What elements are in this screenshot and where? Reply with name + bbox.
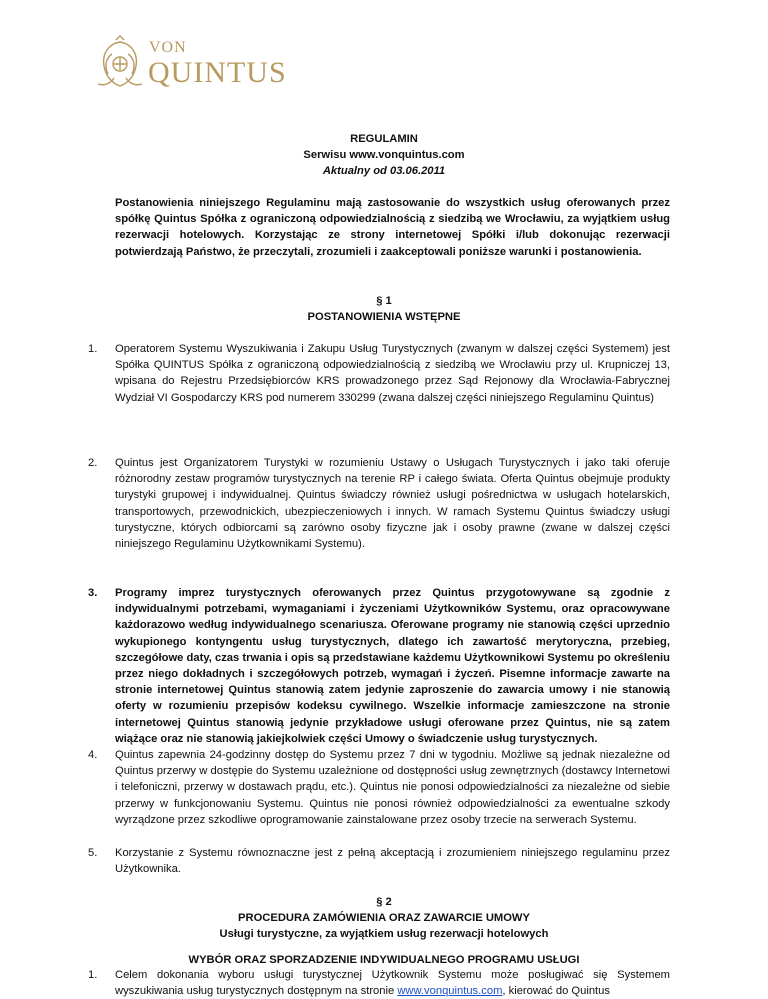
section-1-number: § 1 — [376, 295, 392, 307]
document-subtitle: Serwisu www.vonquintus.com — [303, 149, 465, 161]
list-item-number: 4. — [88, 749, 98, 761]
list-item-text: Operatorem Systemu Wyszukiwania i Zakupu Usług Turystycznych (zwanym w dalszej części Systemem) jest Spółka QUINTUS Spółka z ograniczoną odpowiedzialnością z siedzibą we Wrocławiu przy ul. Krupniczej 13, wpisana do Rejestru Przedsiębiorców KRS prowadzonego przez Sąd Rejonowy dla Wrocławia-Fabrycznej Wydział VI Gospodarczy KRS pod numerem 330299 (zwana dalszej części niniejszego Regulaminu Quintus) — [115, 343, 670, 404]
list-item-text: Programy imprez turystycznych oferowanych przez Quintus przygotowywane są zgodnie z indywidualnymi potrzebami, wymaganiami i życzeniami Użytkowników Systemu, oraz opracowywane każdorazowo według indywidualnego scenariusza. Oferowane programy nie stanowią części uprzednio wykupionego kontyngentu usług turystycznych, dlatego ich zawartość merytoryczna, przebieg, szczegółowe daty, czas trwania i opis są przedstawiane każdemu Użytkownikowi Systemu po określeniu przez niego dokładnych i szczegółowych potrzeb, wymagań i życzeń. Pisemne informacje zawarte na stronie internetowej Quintus stanowią zatem jedynie zaproszenie do zawarcia umowy i nie stanowią oferty w rozumieniu przepisów kodeksu cywilnego. Wszelkie informacje zamieszczone na stronie internetowej Quintus stanowią jedynie przykładowe usługi oferowane przez Quintus, nie są zatem wiążące oraz nie stanowią jakiejkolwiek części Umowy o świadczenie usług turystycznych. — [115, 587, 670, 745]
logo-text-von: VON — [149, 39, 187, 56]
list-item-text: Korzystanie z Systemu równoznaczne jest z pełną akceptacją i zrozumieniem niniejszego regulaminu przez Użytkownika. — [115, 847, 670, 876]
list-item-number: 3. — [88, 587, 98, 599]
list-item-number: 1. — [88, 343, 98, 355]
list-item-text: Quintus jest Organizatorem Turystyki w rozumieniu Ustawy o Usługach Turystycznych i jako taki oferuje różnorodny zestaw programów turystycznych na terenie RP i całego świata. Oferta Quintus obejmuje produkty turystyki grupowej i indywidualnej. Quintus świadczy również usługi pośrednictwa w usługach hotelarskich, transportowych, przewodnickich, ubezpieczeniowych i innych. W ramach Systemu Quintus świadczy usługi turystyczne, których odbiorcami są zarówno osoby fizyczne jak i osoby prawne (zwane w dalszej części niniejszego Regulaminu Użytkownikami Systemu). — [115, 457, 670, 551]
section-2-subheading: WYBÓR ORAZ SPORZADZENIE INDYWIDUALNEGO PROGRAMU USŁUGI — [188, 954, 580, 966]
von-quintus-logo — [92, 30, 287, 102]
document-date: Aktualny od 03.06.2011 — [322, 165, 446, 177]
list-item-number: 2. — [88, 457, 98, 469]
document-title: REGULAMIN — [350, 133, 418, 145]
list-item-number: 1. — [88, 969, 98, 981]
list-item-text-end: , kierować do Quintus — [502, 985, 610, 998]
logo-text-quintus: QUINTUS — [148, 56, 287, 89]
list-item-text — [115, 967, 670, 999]
section-2-number: § 2 — [376, 896, 392, 908]
section-2-subtitle: Usługi turystyczne, za wyjątkiem usług rezerwacji hotelowych — [219, 928, 549, 940]
crest-icon — [92, 34, 148, 98]
section-2-title: PROCEDURA ZAMÓWIENIA ORAZ ZAWARCIE UMOWY — [238, 912, 530, 924]
list-item-text-start: Celem dokonania wyboru usługi turystycznej Użytkownik Systemu może posługiwać się Systemem wyszukiwania usług turystycznych dostępnym na stronie — [115, 969, 670, 998]
website-link[interactable]: www.vonquintus.com — [397, 985, 503, 998]
list-item-number: 5. — [88, 847, 98, 859]
list-item-text: Quintus zapewnia 24-godzinny dostęp do Systemu przez 7 dni w tygodniu. Możliwe są jednak niezależne od Quintus przerwy w dostępie do Systemu uzależnione od dostępności usług zewnętrznych (dostawcy Internetowi i telefoniczni, przerwy w dostawach prądu, etc.). Quintus nie ponosi odpowiedzialności za niezależne od siebie przerwy w funkcjonowaniu Systemu. Quintus nie ponosi również odpowiedzialności za ewentualne szkody wyrządzone przez szkodliwe oprogramowanie zainstalowane przez osoby trzecie na serwerach Systemu. — [115, 749, 670, 826]
intro-paragraph: Postanowienia niniejszego Regulaminu mają zastosowanie do wszystkich usług oferowanych przez spółkę Quintus Spółka z ograniczoną odpowiedzialnością z siedzibą we Wrocławiu, za wyjątkiem usług rezerwacji hotelowych. Korzystając ze strony internetowej Spółki i/lub dokonując rezerwacji potwierdzają Państwo, że przeczytali, zrozumieli i zaakceptowali poniższe warunki i postanowienia. — [115, 197, 670, 258]
section-1-title: POSTANOWIENIA WSTĘPNE — [307, 311, 461, 323]
